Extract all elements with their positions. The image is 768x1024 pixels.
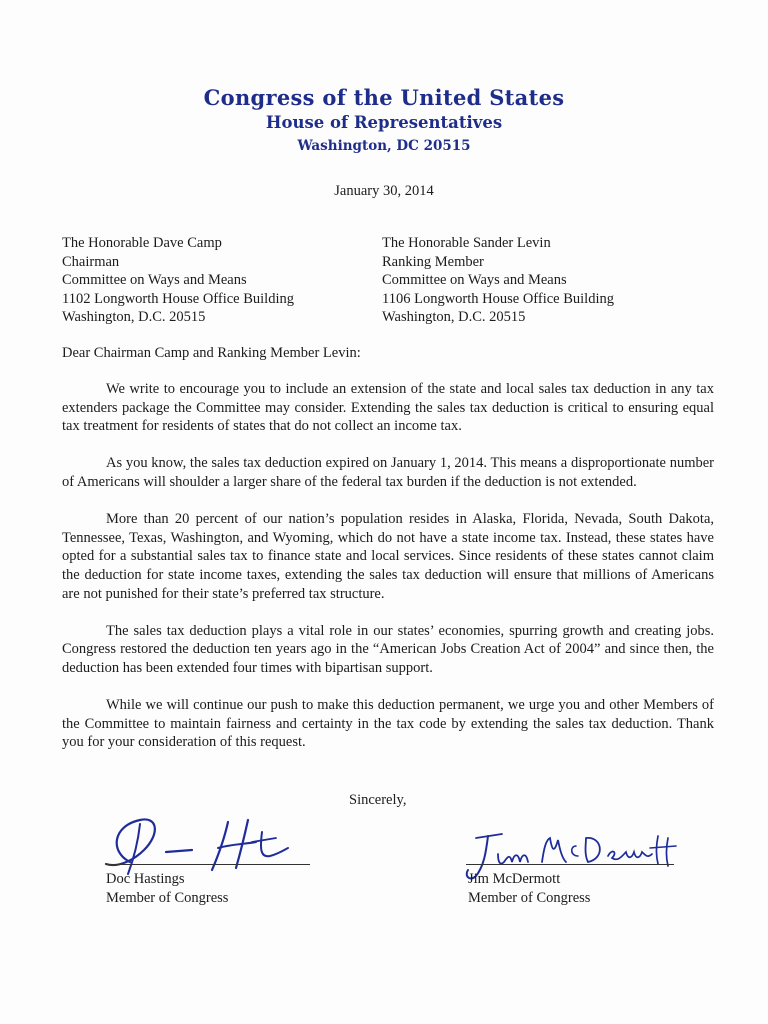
signatory-name: Doc Hastings (106, 871, 185, 887)
signatory-title: Member of Congress (468, 889, 591, 906)
recipient-block-left (62, 234, 294, 327)
recipient-block-right (382, 234, 614, 327)
recipient-name: The Honorable Sander Levin (382, 235, 551, 251)
signature-line (466, 864, 674, 865)
body-paragraph: As you know, the sales tax deduction expired on January 1, 2014. This means a disproportionate number of Americans will shoulder a larger share of the federal tax burden if the deduction is not extended. (62, 455, 714, 490)
letter-date: January 30, 2014 (334, 183, 434, 199)
body-paragraph: While we will continue our push to make this deduction permanent, we urge you and other Members of the Committee to maintain fairness and certainty in the tax code by extending the sales tax deduction. Thank you for your consideration of this request. (62, 697, 714, 751)
salutation: Dear Chairman Camp and Ranking Member Levin: (62, 345, 361, 361)
recipient-committee: Committee on Ways and Means (62, 272, 247, 289)
signatory-name: Jim McDermott (468, 871, 561, 887)
recipient-city: Washington, D.C. 20515 (382, 309, 526, 326)
signatory-title: Member of Congress (106, 889, 229, 906)
body-paragraph: The sales tax deduction plays a vital role in our states’ economies, spurring growth and creating jobs. Congress restored the deduction ten years ago in the “American Jobs Creation Act of 2004” and since then, the deduction has been extended four times with bipartisan support. (62, 622, 714, 676)
letterhead-congress: Congress of the United States (203, 85, 565, 110)
recipient-office: 1106 Longworth House Office Building (382, 290, 614, 307)
recipient-city: Washington, D.C. 20515 (62, 309, 206, 326)
signatory-block-right (468, 870, 590, 907)
letterhead (0, 84, 768, 158)
recipient-title: Ranking Member (382, 253, 484, 270)
letterhead-house: House of Representatives (265, 113, 503, 132)
closing: Sincerely, (349, 792, 407, 808)
signatory-block-left (106, 870, 228, 907)
letter-body (62, 380, 714, 770)
recipient-title: Chairman (62, 253, 120, 270)
signature-line (106, 864, 310, 865)
body-paragraph: More than 20 percent of our nation’s population resides in Alaska, Florida, Nevada, South Dakota, Tennessee, Texas, Washington, and Wyoming, which do not have a state income tax. Instead, these states have opted for a substantial sales tax to finance state and local services. Since residents of these states cannot claim the deduction for state income taxes, extending the sales tax deduction will ensure that millions of Americans are not punished for their state’s preferred tax structure. (62, 511, 714, 602)
recipient-committee: Committee on Ways and Means (382, 272, 567, 289)
recipient-office: 1102 Longworth House Office Building (62, 290, 294, 307)
letterhead-address: Washington, DC 20515 (297, 138, 471, 154)
recipient-name: The Honorable Dave Camp (62, 235, 222, 251)
body-paragraph: We write to encourage you to include an extension of the state and local sales tax deduction in any tax extenders package the Committee may consider. Extending the sales tax deduction is critical to ensuring equal tax treatment for residents of states that do not collect an income tax. (62, 381, 714, 435)
